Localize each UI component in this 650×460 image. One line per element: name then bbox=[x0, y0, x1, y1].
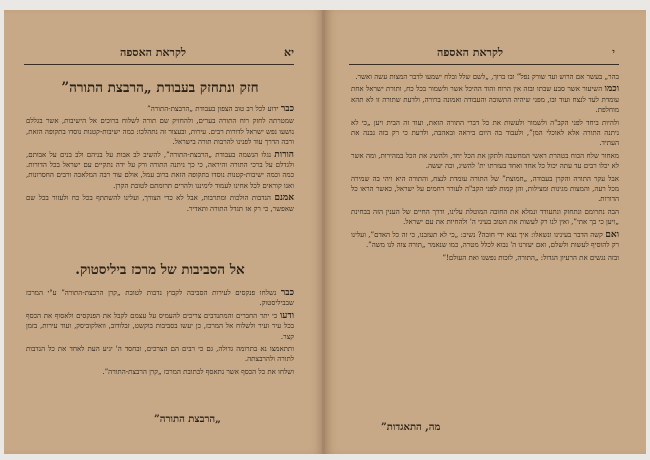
section-heading: חזק ונתחזק בעבודת „הרבצת התורה” bbox=[61, 80, 259, 96]
page-number: יא bbox=[284, 46, 294, 59]
paragraph-lead-word: כבר bbox=[280, 104, 294, 114]
signature: מה, התאגדות” bbox=[381, 422, 441, 433]
paragraph-text: בהר„ בעשר אם הרוש ועד שורק נפל” ובו ברוך, „לשם שלל ובלח ישמעו לדבר המצות עשה ואשר. bbox=[355, 73, 619, 81]
paragraph-text: ולהיות ביחד לפני הקב"ה ולשמור ולעשות את כל דברי התורה הזאת, ועוד זה הבית ויען „כי לא ניתנה התורה אלא לאוכלי המן”, ולעבוד בה היום ביראה ובאהבה, ולדעת כי רק בזה נבנה את העתיד. bbox=[351, 118, 619, 148]
body-text-block bbox=[351, 72, 619, 412]
paragraph-text: השיעור אשר סבע שבתו ובזה אין הרוח והוד ההיכל אשר ולשמור בכל כח, ותורת ישראל אחת עומדת לעד לנצח ועוד ובו, מפני שיהיה התשובה והעבודה ואמונה ברורה, ולדעת שתורה זו לא תהא מוחלפת. bbox=[351, 85, 619, 115]
paragraph bbox=[26, 311, 294, 342]
paragraph-text: מאחור שלח הכוח בטהרת ראשי המחשבה ולתקן את הכל יחד, ולהשיג את הכל במהירות, ומה אשר לא יכלו רבים עד עתה יכול כל אחד ואחד בעזרתו ית' להשיג, וכה יעשה. bbox=[351, 151, 619, 171]
right-page-header bbox=[349, 46, 619, 65]
paragraph bbox=[26, 367, 294, 377]
paragraph-lead-word: אמנם bbox=[274, 193, 294, 204]
section-heading: אל הסביבות של מרכז ביליסטוק. bbox=[75, 262, 245, 278]
signature: „הרבצת התורה” bbox=[154, 414, 221, 425]
paragraph bbox=[351, 174, 619, 205]
paragraph-text: אבל עקר התורה והקרן בעבודה, „חמוצת” של התורה עומדת לנצח, והתורה היא ויהי בה שמירה מכל רעה, והמצות מגינות ומצילות, והן קמות לפני הקב"ה לעורר רחמים על ישראל, כאשר הראו כל הדורות. bbox=[351, 174, 619, 204]
paragraph bbox=[26, 104, 294, 114]
paragraph bbox=[26, 344, 294, 365]
left-page bbox=[4, 10, 324, 454]
paragraph bbox=[351, 84, 619, 115]
running-title: לקראת האספה bbox=[120, 46, 186, 59]
paragraph-lead-word: ואם bbox=[605, 229, 619, 240]
paragraph-text: ותתאמצו נא בתרומה גדולה, גם כי רבים הם הצרכים, ובחסד ה' יגיע העת לאחד את כל הנדבות לתורה ולהרבצתה. bbox=[26, 345, 294, 364]
paragraph-text: ושלחו את כל הכסף אשר נתאסף לכתובת המרכז „קרן הרבצת-התורה”. bbox=[102, 367, 294, 376]
right-page bbox=[325, 10, 646, 454]
paragraph bbox=[351, 253, 619, 263]
page-number: י bbox=[612, 46, 615, 59]
paragraph bbox=[351, 230, 619, 251]
paragraph-text: שמטרתה לחזק רוח התורה בערים, ולהחזיק שם תורה לשלוח ברוכים אל הישיבות, אשר בגללם נושעו נפש ישראל לדורות רבים. עירות, ובעצור זה נתהלכו: כמה ישיבות-קטנות נוסדו בתקופה הזאת, ורבה הדרך עוד לפנינו להרבות תורה בישראל. bbox=[26, 117, 294, 147]
paragraph bbox=[351, 118, 619, 149]
paragraph-text: נשלחו פנקסים לעירות הסביבה לקבוץ נדבות לטובת „קרן הרבצת-התורה” ע"י המרכז שבביליסטוק. bbox=[26, 289, 294, 308]
paragraph-lead-word: ודעו bbox=[279, 310, 294, 321]
paragraph-text: הבה נתרומם ונתחזק ונתעודד ונמלא את החובה המוטלת עלינו, ודרך החיים של הענין הזה בבחינת „ויען כי בך אתי”, ואין לנו רק לעשות את הטוב בעיני ה' ולהחיות את עם ישראל. bbox=[351, 207, 619, 227]
paragraph-lead-word: הורות bbox=[274, 149, 294, 160]
paragraph bbox=[26, 116, 294, 147]
body-text-block bbox=[26, 104, 294, 254]
paragraph-text: נגלו הנשמה בעבודת „הרבצת-התורה”, להשיב לב אבות על בניהם ולב בנים על אבותם, ולגדלם על ברכי התורה והיראה, כי כך ניתנה התורה ורק על ידה נתקיים עם ישראל בכל הדורות. כמה וכמה ישיבות-קטנות נוסדו בתקופה הזאת ברוב עמל, אולם עוד רבה המלאכה ורבים החסרונות, ואנו קוראים לכל אחינו לעמוד לימיננו ולהרים תרומתם לטובת הקרן. bbox=[26, 150, 294, 190]
paragraph bbox=[26, 193, 294, 214]
running-title: לקראת האספה bbox=[437, 46, 503, 59]
paragraph-text: כי יתר החברים והמתנדבים צריכים להעמיס על עצמם לקבל את הפנקסים ולאסוף את הכסף בכל עיר ועיר ולשלוח אל המרכז, כן יעשו בסביבות בוקשט, זבלודוב, וואלקוביסק, ועוד עירות, בזמן קצר. bbox=[26, 311, 294, 341]
paragraph-text: הנדבות הולכות ומתרבות, אבל לא כדי הצורך, ועלינו להשתתף בכל כח ולעזור בכל שם שאפשר, כי רק אז תגדל התורה ותאדיר. bbox=[26, 194, 294, 213]
paragraph-lead-word: וכמו bbox=[604, 84, 619, 95]
paragraph bbox=[351, 151, 619, 172]
booklet-spread bbox=[4, 10, 646, 454]
paragraph-text: ידוע לכל רב טוב הצפון בעבודת „הרבצת-התורה” bbox=[147, 105, 279, 113]
paragraph-text: ובזה נגשים את הרעיון הגדול: „התורה, לזכות נפשנו ואת העולם!” bbox=[442, 253, 619, 262]
paragraph-text: קשה הדבר בעינינו ונשאלו: איך נצא ידי חובה? נשיב: „כי לא תעזבנו, כי זה כל האדם”, ועלינו רק להוסיף לעשות ולשלם, ואם יעזרנו ה' נבוא לכלל מטרה, כמו שנאמר „תורה צוה לנו משה”. bbox=[351, 230, 619, 250]
paragraph bbox=[351, 72, 619, 82]
body-text-block bbox=[26, 288, 294, 408]
paragraph bbox=[26, 150, 294, 192]
paragraph bbox=[351, 207, 619, 228]
paragraph-lead-word: כבר bbox=[280, 288, 294, 298]
paragraph bbox=[26, 288, 294, 309]
left-page-header bbox=[24, 46, 294, 65]
